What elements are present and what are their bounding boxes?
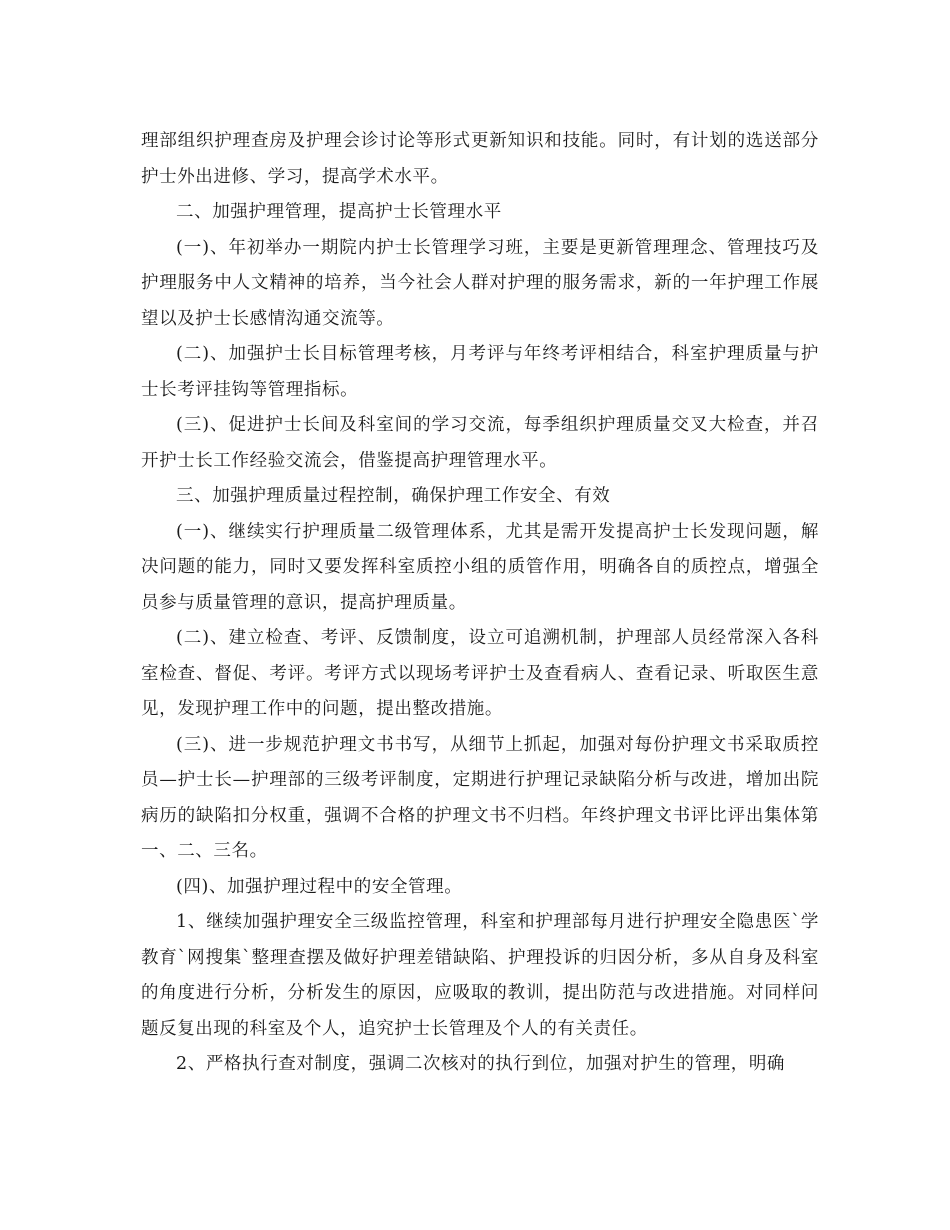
paragraph-3-2: (二)、建立检查、考评、反馈制度，设立可追溯机制，护理部人员经常深入各科室检查、督促、考评。考评方式以现场考评护士及查看病人、查看记录、听取医生意见，发现护理工作中的问题，提出整改措施。 <box>141 628 819 719</box>
paragraph-2-2: (二)、加强护士长目标管理考核，月考评与年终考评相结合，科室护理质量与护士长考评挂钩等管理指标。 <box>141 344 819 400</box>
paragraph-3-1: (一)、继续实行护理质量二级管理体系，尤其是需开发提高护士长发现问题，解决问题的能力，同时又要发挥科室质控小组的质管作用，明确各自的质控点，增强全员参与质量管理的意识，提高护理质量。 <box>141 521 819 613</box>
paragraph-2-3: (三)、促进护士长间及科室间的学习交流，每季组织护理质量交叉大检查，并召开护士长工作经验交流会，借鉴提高护理管理水平。 <box>141 415 819 471</box>
section-heading-2: 二、加强护理管理，提高护士长管理水平 <box>176 202 502 222</box>
paragraph-3-4: (四)、加强护理过程中的安全管理。 <box>176 876 463 897</box>
paragraph-3-4-2: 2、严格执行查对制度，强调二次核对的执行到位，加强对护生的管理，明确 <box>176 1054 786 1074</box>
paragraph-3-4-1: 1、继续加强护理安全三级监控管理，科室和护理部每月进行护理安全隐患医`学教育`网搜集`整理查摆及做好护理差错缺陷、护理投诉的归因分析，多从自身及科室的角度进行分析，分析发生的原因，应吸取的教训，提出防范与改进措施。对同样问题反复出现的科室及个人，追究护士长管理及个人的有关责任。 <box>141 912 819 1039</box>
paragraph-2-1: (一)、年初举办一期院内护士长管理学习班，主要是更新管理理念、管理技巧及护理服务中人文精神的培养，当今社会人群对护理的服务需求，新的一年护理工作展望以及护士长感情沟通交流等。 <box>141 237 819 329</box>
paragraph-1: 理部组织护理查房及护理会诊讨论等形式更新知识和技能。同时，有计划的选送部分护士外出进修、学习，提高学术水平。 <box>141 131 819 187</box>
section-heading-3: 三、加强护理质量过程控制，确保护理工作安全、有效 <box>176 486 611 506</box>
paragraph-3-3: (三)、进一步规范护理文书书写，从细节上抓起，加强对每份护理文书采取质控员—护士长—护理部的三级考评制度，定期进行护理记录缺陷分析与改进，增加出院病历的缺陷扣分权重，强调不合格的护理文书不归档。年终护理文书评比评出集体第一、二、三名。 <box>141 734 819 861</box>
